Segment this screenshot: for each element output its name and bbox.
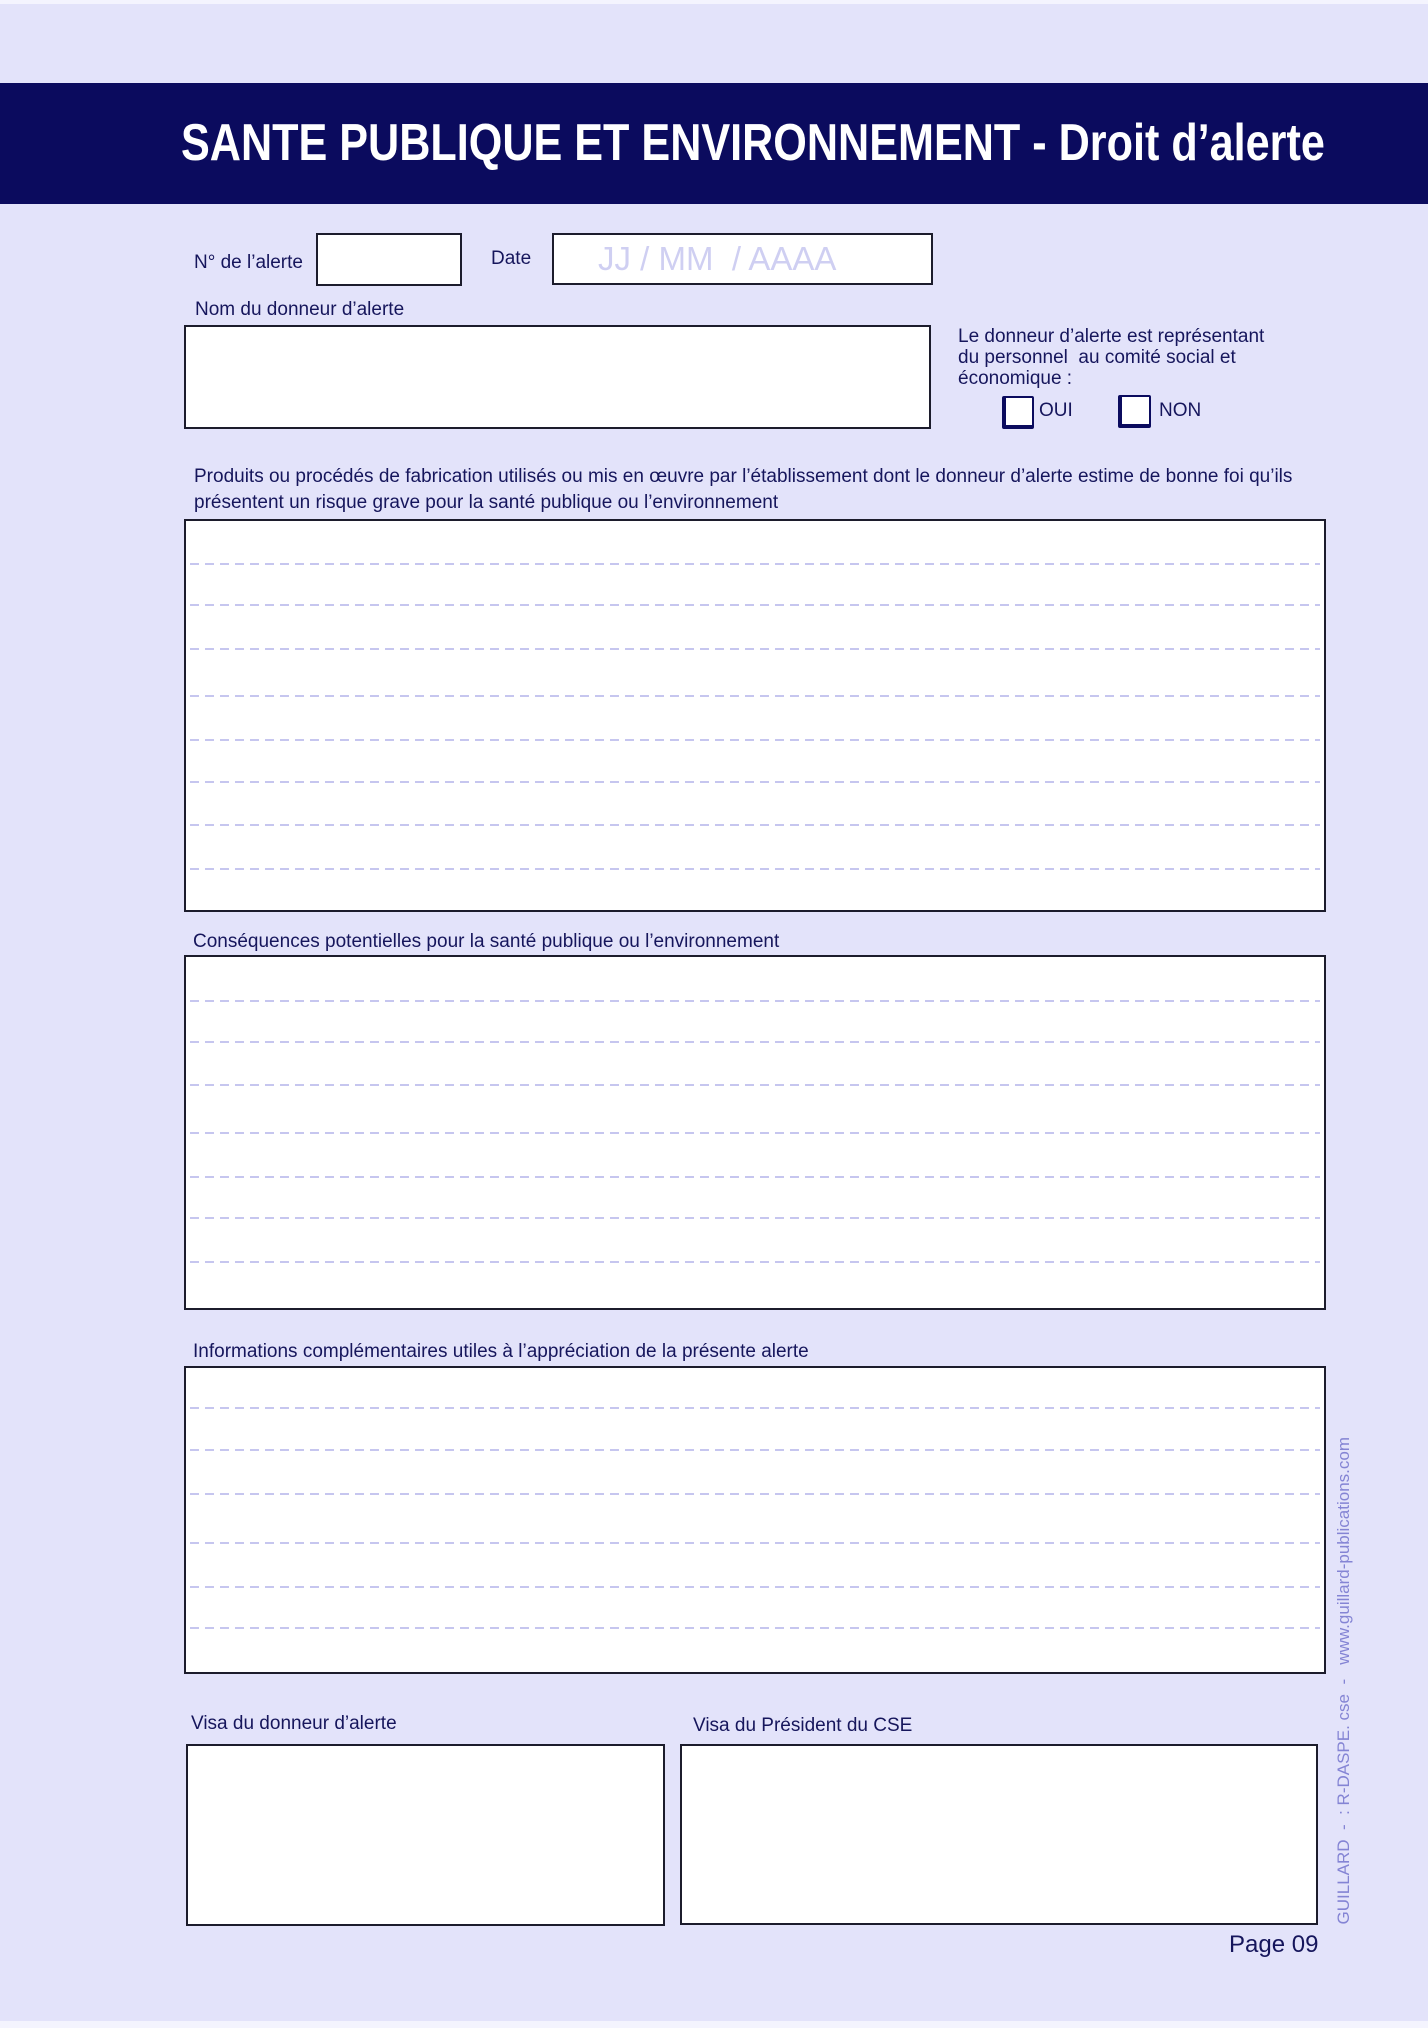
page-number: Page 09 bbox=[1229, 1931, 1319, 1958]
whistleblower-signature-box[interactable] bbox=[186, 1744, 665, 1926]
representative-question-line: Le donneur d’alerte est représentant bbox=[958, 326, 1265, 347]
page-bottom-edge bbox=[0, 2021, 1428, 2028]
date-input[interactable] bbox=[552, 233, 933, 285]
date-label: Date bbox=[491, 248, 532, 269]
header-banner bbox=[0, 83, 1428, 204]
additional-info-textarea[interactable] bbox=[186, 1368, 1324, 1672]
representative-yes-checkbox[interactable] bbox=[1002, 396, 1034, 429]
president-signature-label: Visa du Président du CSE bbox=[693, 1715, 913, 1736]
whistleblower-name-label: Nom du donneur d’alerte bbox=[195, 299, 405, 320]
consequences-box bbox=[184, 955, 1326, 1310]
page-title: SANTE PUBLIQUE ET ENVIRONNEMENT - Droit d’alerte bbox=[181, 114, 1325, 172]
page-top-edge bbox=[0, 0, 1428, 4]
whistleblower-signature-label: Visa du donneur d’alerte bbox=[191, 1713, 397, 1734]
whistleblower-name-input[interactable] bbox=[184, 325, 931, 429]
publisher-credit: GUILLARD - : R-DASPE. cse - www.guillard-publications.com bbox=[1334, 1437, 1353, 1925]
representative-yes-label: OUI bbox=[1039, 400, 1073, 421]
representative-no-checkbox[interactable] bbox=[1118, 395, 1151, 428]
alert-number-input[interactable] bbox=[316, 233, 462, 286]
representative-question-line: économique : bbox=[958, 368, 1073, 389]
products-section-label: Produits ou procédés de fabrication utilisés ou mis en œuvre par l’établissement dont le donneur d’alerte estime de bonne foi qu’ils bbox=[194, 466, 1293, 487]
consequences-textarea[interactable] bbox=[186, 957, 1324, 1308]
products-textarea[interactable] bbox=[186, 521, 1324, 910]
president-signature-box[interactable] bbox=[680, 1744, 1318, 1925]
additional-info-section-label: Informations complémentaires utiles à l’appréciation de la présente alerte bbox=[193, 1341, 809, 1362]
products-section-label: présentent un risque grave pour la santé publique ou l’environnement bbox=[194, 492, 779, 513]
products-box bbox=[184, 519, 1326, 912]
representative-question-line: du personnel au comité social et bbox=[958, 347, 1236, 368]
consequences-section-label: Conséquences potentielles pour la santé publique ou l’environnement bbox=[193, 931, 780, 952]
alert-number-label: N° de l’alerte bbox=[194, 252, 303, 273]
representative-no-label: NON bbox=[1159, 400, 1202, 421]
additional-info-box bbox=[184, 1366, 1326, 1674]
